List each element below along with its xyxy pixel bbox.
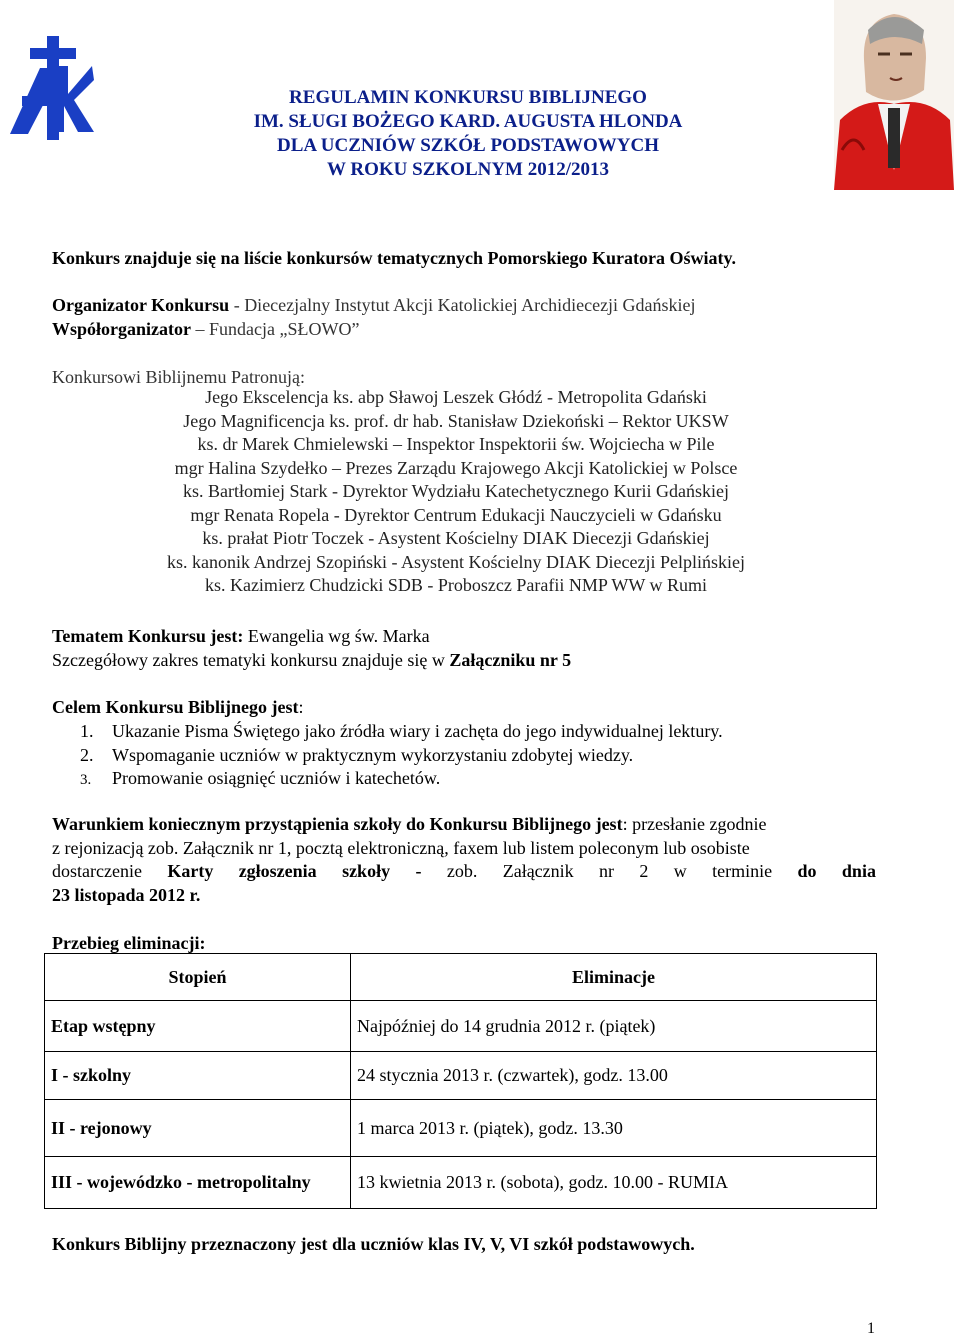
patron-item: Jego Magnificencja ks. prof. dr hab. Stanisław Dziekoński – Rektor UKSW (183, 410, 729, 431)
scope-attachment: Załączniku nr 5 (449, 650, 572, 670)
word: Karty (167, 861, 214, 881)
condition-bold: Warunkiem koniecznym przystąpienia szkoły do Konkursu Biblijnego jest (52, 814, 623, 834)
coorganizer-value: Fundacja „SŁOWO” (209, 319, 360, 339)
word: w (673, 861, 687, 881)
scope-text: Szczegółowy zakres tematyki konkursu znajduje się w (52, 650, 450, 670)
stage-cell: I - szkolny (45, 1052, 351, 1100)
goal-text: Ukazanie Pisma Świętego jako źródła wiary i zachęta do jego indywidualnej lektury. (112, 721, 723, 741)
goal-item (52, 719, 723, 743)
condition-text: : przesłanie zgodnie (622, 814, 767, 834)
goals-heading-suffix: : (298, 697, 304, 717)
patron-item: ks. Kazimierz Chudzicki SDB - Proboszcz Parafii NMP WW w Rumi (204, 575, 708, 595)
page-number: 1 (867, 1320, 875, 1337)
patrons-list (0, 386, 912, 598)
condition-line-4: 23 listopada 2012 r. (52, 884, 201, 905)
goal-number: 1. (80, 721, 94, 741)
patron-item: ks. dr Marek Chmielewski – Inspektor Inspektorii św. Wojciecha w Pile (197, 434, 715, 454)
date-cell: Najpóźniej do 14 grudnia 2012 r. (piątek) (351, 1001, 877, 1052)
stage-cell: Etap wstępny (45, 1001, 351, 1052)
word: zob. (446, 861, 478, 881)
title-line-4: W ROKU SZKOLNYM 2012/2013 (326, 159, 610, 180)
patron-item: Jego Ekscelencja ks. abp Sławoj Leszek Głódź - Metropolita Gdański (205, 387, 707, 407)
goal-text: Promowanie osiągnięć uczniów i katechetów. (112, 768, 441, 788)
patron-item: ks. kanonik Andrzej Szopiński - Asystent Kościelny DIAK Diecezji Pelplińskiej (167, 551, 745, 572)
condition-paragraph (52, 813, 876, 907)
word: terminie (712, 861, 773, 881)
stage-cell: II - rejonowy (45, 1100, 351, 1157)
date-cell: 13 kwietnia 2013 r. (sobota), godz. 10.00 - RUMIA (351, 1157, 877, 1209)
patron-item: ks. Bartłomiej Stark - Dyrektor Wydziału Katechetycznego Kurii Gdańskiej (183, 481, 729, 501)
goal-text: Wspomaganie uczniów w praktycznym wykorzystaniu zdobytej wiedzy. (112, 745, 634, 765)
patrons-heading: Konkursowi Biblijnemu Patronują: (52, 367, 305, 387)
table-header-row (45, 954, 877, 1001)
word: nr (599, 861, 615, 881)
word: dnia (841, 861, 876, 881)
table-row (45, 1100, 877, 1157)
goals-heading (52, 695, 304, 719)
word: dostarczenie (52, 861, 142, 881)
goal-number: 3. (80, 772, 92, 788)
table-row (45, 1052, 877, 1100)
date-cell: 1 marca 2013 r. (piątek), godz. 13.30 (351, 1100, 877, 1157)
coorganizer-sep: – (191, 319, 209, 339)
condition-line-1 (52, 813, 876, 837)
table-row (45, 1157, 877, 1209)
word: zgłoszenia (238, 861, 317, 881)
organizer-sep: - (229, 295, 245, 315)
goal-item (52, 766, 440, 792)
patron-item: mgr Halina Szydełko – Prezes Zarządu Krajowego Akcji Katolickiej w Polsce (174, 457, 738, 478)
title-line-1: REGULAMIN KONKURSU BIBLIJNEGO (289, 87, 647, 108)
intro-text: Konkurs znajduje się na liście konkursów tematycznych Pomorskiego Kuratora Oświaty. (52, 248, 736, 268)
table-header-elimination: Eliminacje (351, 954, 877, 1001)
topic-value: Ewangelia wg św. Marka (243, 626, 430, 646)
footer-note: Konkurs Biblijny przeznaczony jest dla uczniów klas IV, V, VI szkół podstawowych. (52, 1234, 695, 1254)
organizer-line (52, 293, 696, 317)
document-title (0, 86, 936, 182)
topic-line (52, 624, 430, 648)
topic-label: Tematem Konkursu jest: (52, 626, 244, 646)
condition-line-2: z rejonizacją zob. Załącznik nr 1, pocztą elektroniczną, faxem lub listem poleconym lub osobiste (52, 837, 750, 858)
word: Załącznik (502, 861, 574, 881)
patron-item: ks. prałat Piotr Toczek - Asystent Kościelny DIAK Diecezji Gdańskiej (202, 528, 710, 548)
word: szkoły (342, 861, 391, 881)
goals-heading-label: Celem Konkursu Biblijnego jest (52, 697, 299, 717)
stage-cell: III - wojewódzko - metropolitalny (45, 1157, 351, 1209)
word: do (797, 861, 817, 881)
organizer-value: Diecezjalny Instytut Akcji Katolickiej Archidiecezji Gdańskiej (244, 295, 696, 315)
table-header-stage: Stopień (45, 954, 351, 1001)
scope-line (52, 648, 571, 672)
date-cell: 24 stycznia 2013 r. (czwartek), godz. 13.00 (351, 1052, 877, 1100)
goal-number: 2. (80, 745, 94, 765)
organizer-label: Organizator Konkursu (52, 295, 230, 315)
title-line-3: DLA UCZNIÓW SZKÓŁ PODSTAWOWYCH (276, 135, 659, 156)
patron-item: mgr Renata Ropela - Dyrektor Centrum Edukacji Nauczycieli w Gdańsku (190, 504, 722, 525)
word: - (415, 861, 422, 881)
elimination-table (44, 953, 877, 1209)
coorganizer-label: Współorganizator (52, 319, 191, 339)
coorganizer-line (52, 317, 359, 341)
title-line-2: IM. SŁUGI BOŻEGO KARD. AUGUSTA HLONDA (253, 111, 683, 132)
table-row (45, 1001, 877, 1052)
word: 2 (639, 861, 649, 881)
condition-line-3 (52, 860, 876, 884)
elimination-heading: Przebieg eliminacji: (52, 933, 206, 953)
goal-item (52, 743, 633, 767)
